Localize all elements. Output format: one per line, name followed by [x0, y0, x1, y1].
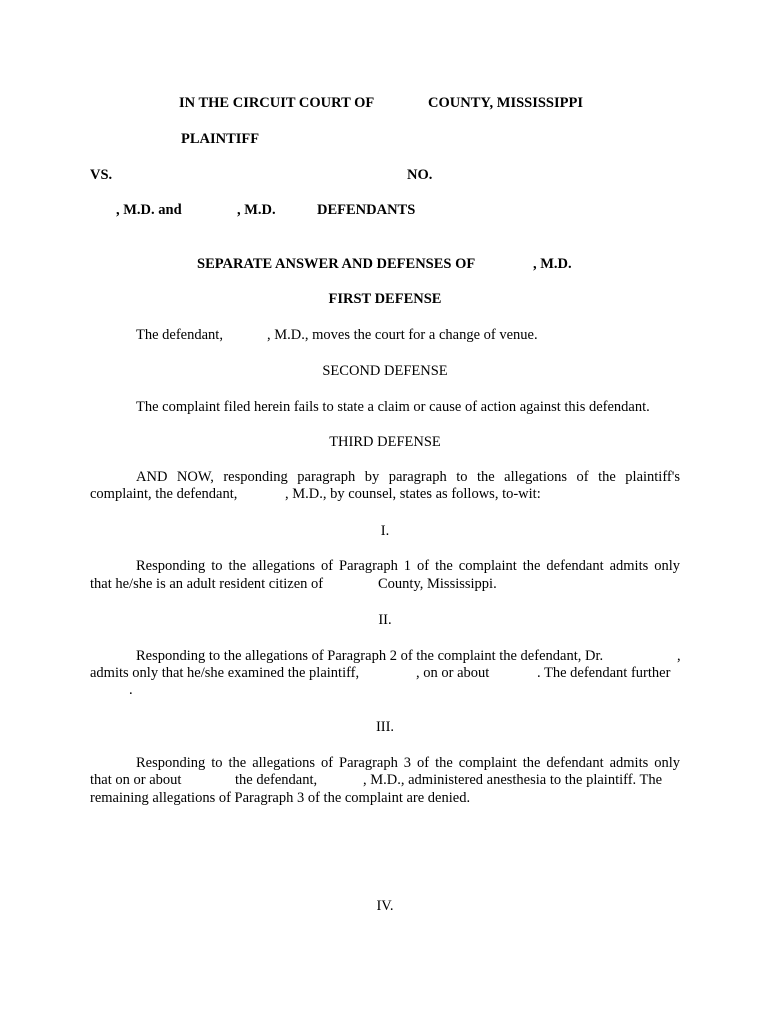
section-2-line-3: . [129, 682, 133, 698]
document-title: SEPARATE ANSWER AND DEFENSES OF [197, 256, 476, 272]
court-heading-left: IN THE CIRCUIT COURT OF [179, 95, 375, 111]
plaintiff-label: PLAINTIFF [181, 131, 260, 147]
second-defense-heading: SECOND DEFENSE [322, 363, 448, 379]
section-1-numeral: I. [380, 523, 390, 539]
section-1-paragraph [90, 558, 680, 575]
versus-label: VS. [90, 167, 113, 183]
defendants-label: DEFENDANTS [317, 202, 416, 218]
section-3-line-1: Responding to the allegations of Paragraph 3 of the complaint the defendant admits only [136, 755, 680, 771]
section-2-line-1a: Responding to the allegations of Paragraph 2 of the complaint the defendant, Dr. [136, 648, 604, 664]
section-3-line-2b: the defendant, [235, 772, 318, 788]
third-defense-line-1: AND NOW, responding paragraph by paragraph to the allegations of the plaintiff's [136, 469, 680, 485]
section-4-numeral: IV. [376, 898, 394, 914]
section-3-line-2a: that on or about [90, 772, 182, 788]
third-defense-heading: THIRD DEFENSE [329, 434, 441, 450]
section-3-line-3: remaining allegations of Paragraph 3 of the complaint are denied. [90, 790, 471, 806]
defendant-2-name: , M.D. [237, 202, 276, 218]
third-defense-paragraph [90, 469, 680, 486]
section-2-line-2c: . The defendant further [537, 665, 671, 681]
defendant-1-name: , M.D. and [116, 202, 182, 218]
section-1-line-2b: County, Mississippi. [378, 576, 497, 592]
case-number-label: NO. [407, 167, 433, 183]
section-1-line-2a: that he/she is an adult resident citizen of [90, 576, 324, 592]
section-2-line-1b: , [677, 648, 681, 664]
section-2-numeral: II. [378, 612, 392, 628]
section-3-numeral: III. [375, 719, 395, 735]
court-heading-right: COUNTY, MISSISSIPPI [428, 95, 583, 111]
third-defense-line-2a: complaint, the defendant, [90, 486, 238, 502]
section-2-line-2b: , on or about [416, 665, 490, 681]
section-3-line-2c: , M.D., administered anesthesia to the plaintiff. The [363, 772, 663, 788]
document-title-suffix: , M.D. [533, 256, 572, 272]
first-defense-heading: FIRST DEFENSE [328, 291, 442, 307]
section-3-paragraph [90, 755, 680, 772]
section-2-line-2a: admits only that he/she examined the plaintiff, [90, 665, 360, 681]
second-defense-text: The complaint filed herein fails to state a claim or cause of action against this defendant. [136, 399, 650, 415]
first-defense-text-a: The defendant, [136, 327, 223, 343]
first-defense-text-b: , M.D., moves the court for a change of venue. [267, 327, 538, 343]
third-defense-line-2b: , M.D., by counsel, states as follows, to-wit: [285, 486, 541, 502]
section-1-line-1: Responding to the allegations of Paragraph 1 of the complaint the defendant admits only [136, 558, 680, 574]
